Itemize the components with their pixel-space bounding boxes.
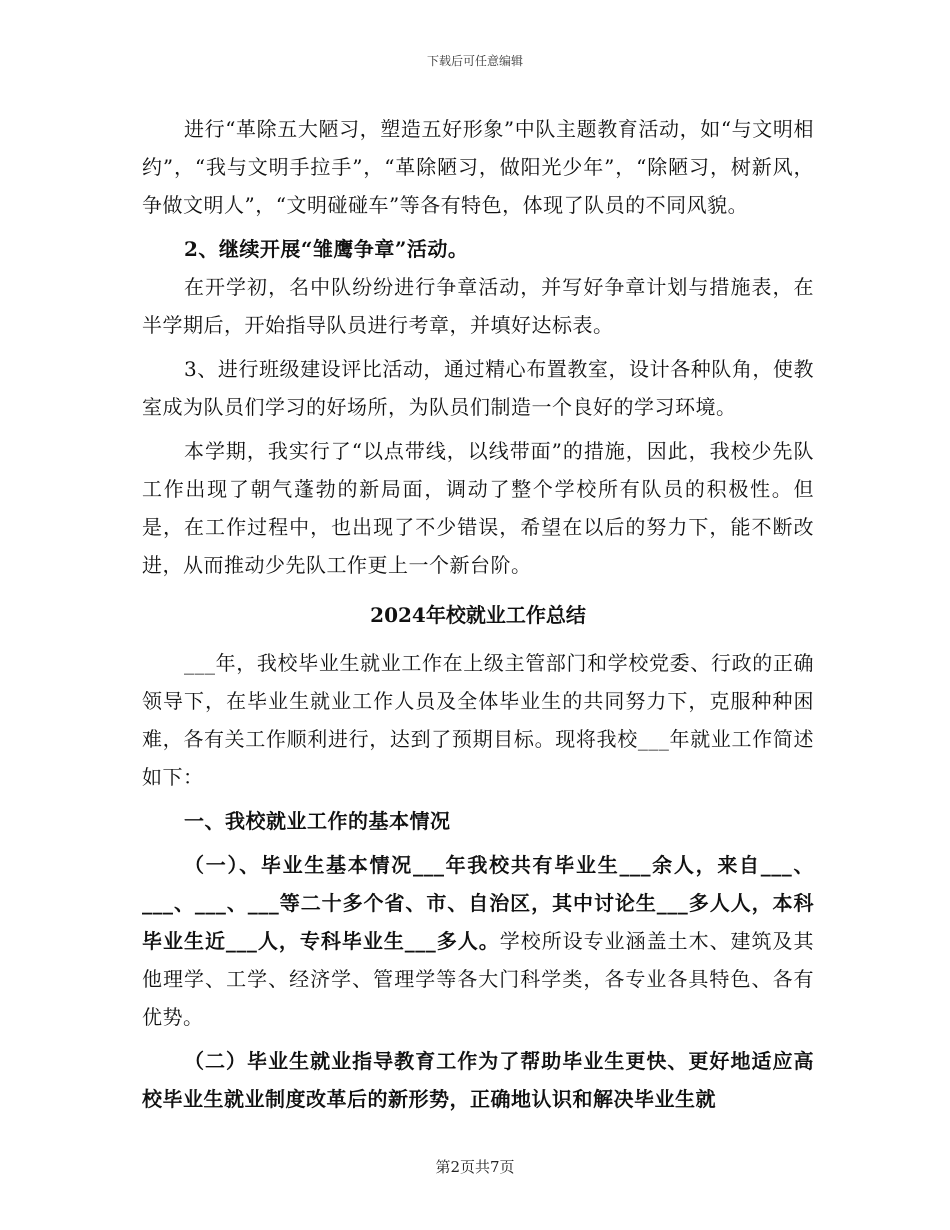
heading-basic-situation: 一、我校就业工作的基本情况 — [184, 809, 451, 833]
document-body — [142, 110, 814, 1118]
section-title: 2024年校就业工作总结 — [370, 603, 586, 627]
paragraph-employment-intro: ___年，我校毕业生就业工作在上级主管部门和学校党委、行政的正确领导下，在毕业生就业工作人员及全体毕业生的共同努力下，克服种种困难，各有关工作顺利进行，达到了预期目标。现将我校___年就业工作简述如下： — [142, 651, 814, 789]
graduate-basics-bold: （一）、毕业生基本情况___年我校共有毕业生___余人，来自___、___、___、___等二十多个省、市、自治区，其中讨论生___多人人，本科毕业生近___人，专科毕业生___多人。 — [142, 853, 814, 953]
graduate-basics-normal: 学校所设专业涵盖土木、建筑及其他理学、工学、经济学、管理学等各大门科学类，各专业各具特色、各有优势。 — [142, 929, 815, 1029]
page-footer: 第2页共7页 — [435, 1158, 515, 1176]
page-header: 下载后可任意编辑 — [426, 54, 523, 68]
paragraph-activities: 进行“革除五大陋习，塑造五好形象”中队主题教育活动，如“与文明相约”，“我与文明手拉手”，“革除陋习，做阳光少年”，“除陋习，树新风，争做文明人”，“文明碰碰车”等各有特色，体现了队员的不同风貌。 — [142, 117, 814, 217]
heading-eagle-badge: 2、继续开展“雏鹰争章”活动。 — [184, 237, 469, 261]
paragraph-semester-summary: 本学期，我实行了“以点带线，以线带面”的措施，因此，我校少先队工作出现了朝气蓬勃的新局面，调动了整个学校所有队员的积极性。但是，在工作过程中，也出现了不少错误，希望在以后的努力下，能不断改进，从而推动少先队工作更上一个新台阶。 — [142, 439, 814, 577]
paragraph-guidance: （二）毕业生就业指导教育工作为了帮助毕业生更快、更好地适应高校毕业生就业制度改革后的新形势，正确地认识和解决毕业生就 — [142, 1049, 814, 1111]
paragraph-class-evaluation: 3、进行班级建设评比活动，通过精心布置教室，设计各种队角，使教室成为队员们学习的好场所，为队员们制造一个良好的学习环境。 — [142, 357, 814, 419]
paragraph-graduate-basics — [142, 846, 814, 1036]
paragraph-badge-plan: 在开学初，名中队纷纷进行争章活动，并写好争章计划与措施表，在半学期后，开始指导队员进行考章，并填好达标表。 — [142, 275, 814, 337]
